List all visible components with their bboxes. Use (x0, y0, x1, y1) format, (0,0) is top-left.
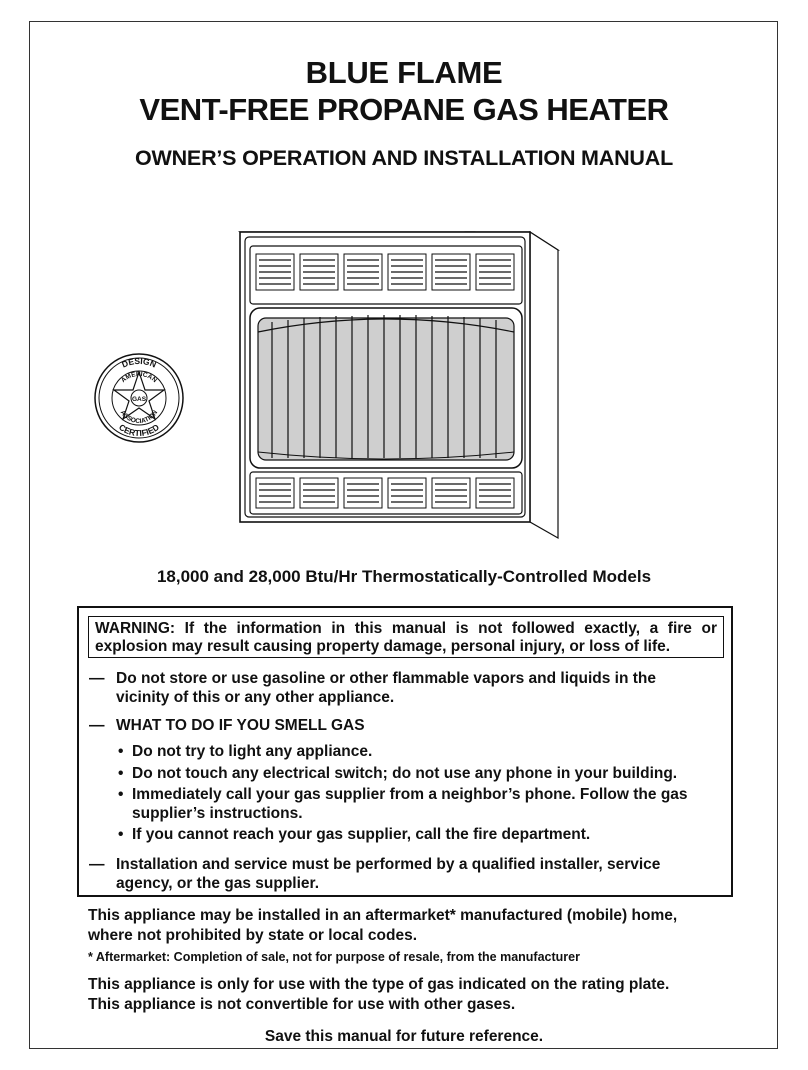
seal-bottom-text: CERTIFIED (117, 421, 161, 439)
mobile-home-line-1: This appliance may be installed in an aftermarket* manufactured (mobile) home, (88, 907, 678, 924)
mobile-home-line-2: where not prohibited by state or local codes. (88, 927, 418, 944)
dash-marker: — (89, 717, 105, 734)
bullet-marker: • (118, 826, 124, 843)
manual-subtitle: OWNER’S OPERATION AND INSTALLATION MANUAL (134, 146, 674, 170)
bullet-marker: • (118, 743, 124, 760)
dash-marker: — (89, 670, 105, 687)
warning-box (77, 606, 733, 897)
warning-item-1-line-1: Do not store or use gasoline or other flammable vapors and liquids in the (116, 670, 657, 687)
models-caption: 18,000 and 28,000 Btu/Hr Thermostatically-Controlled Models (156, 567, 652, 586)
dash-marker: — (89, 856, 105, 873)
gas-type-line-2: This appliance is not convertible for use with other gases. (88, 996, 516, 1013)
warning-item-1-line-2: vicinity of this or any other appliance. (116, 689, 395, 706)
bullet-3-line-2: supplier’s instructions. (132, 805, 303, 822)
bullet-2: Do not touch any electrical switch; do not use any phone in your building. (132, 765, 678, 782)
bullet-1: Do not try to light any appliance. (132, 743, 373, 760)
bullet-marker: • (118, 786, 124, 803)
gas-type-line-1: This appliance is only for use with the type of gas indicated on the rating plate. (88, 976, 670, 993)
seal-top-text: DESIGN (120, 355, 158, 370)
warning-heading: WARNING: If the information in this manual is not followed exactly, a fire or explosion may result causing property damage, personal injury, or loss of life. (88, 616, 724, 658)
heater-illustration (228, 222, 568, 542)
title-line-2: VENT-FREE PROPANE GAS HEATER (139, 92, 669, 127)
aga-certification-seal (93, 352, 185, 444)
bullet-3-line-1: Immediately call your gas supplier from a neighbor’s phone. Follow the gas (132, 786, 688, 803)
bullet-marker: • (118, 765, 124, 782)
bullet-4: If you cannot reach your gas supplier, call the fire department. (132, 826, 591, 843)
warning-item-3-line-1: Installation and service must be performed by a qualified installer, service (116, 856, 661, 873)
warning-item-3-line-2: agency, or the gas supplier. (116, 875, 319, 892)
title-line-1: BLUE FLAME (305, 55, 503, 90)
seal-bottom-ring-text: ASSOCIATION (118, 409, 160, 426)
warning-item-2: WHAT TO DO IF YOU SMELL GAS (116, 717, 365, 734)
save-manual-note: Save this manual for future reference. (264, 1028, 544, 1045)
aftermarket-note: * Aftermarket: Completion of sale, not for purpose of resale, from the manufacturer (88, 950, 580, 964)
seal-ring-text: AMERICAN (119, 370, 159, 385)
seal-center-text: GAS (131, 396, 147, 403)
